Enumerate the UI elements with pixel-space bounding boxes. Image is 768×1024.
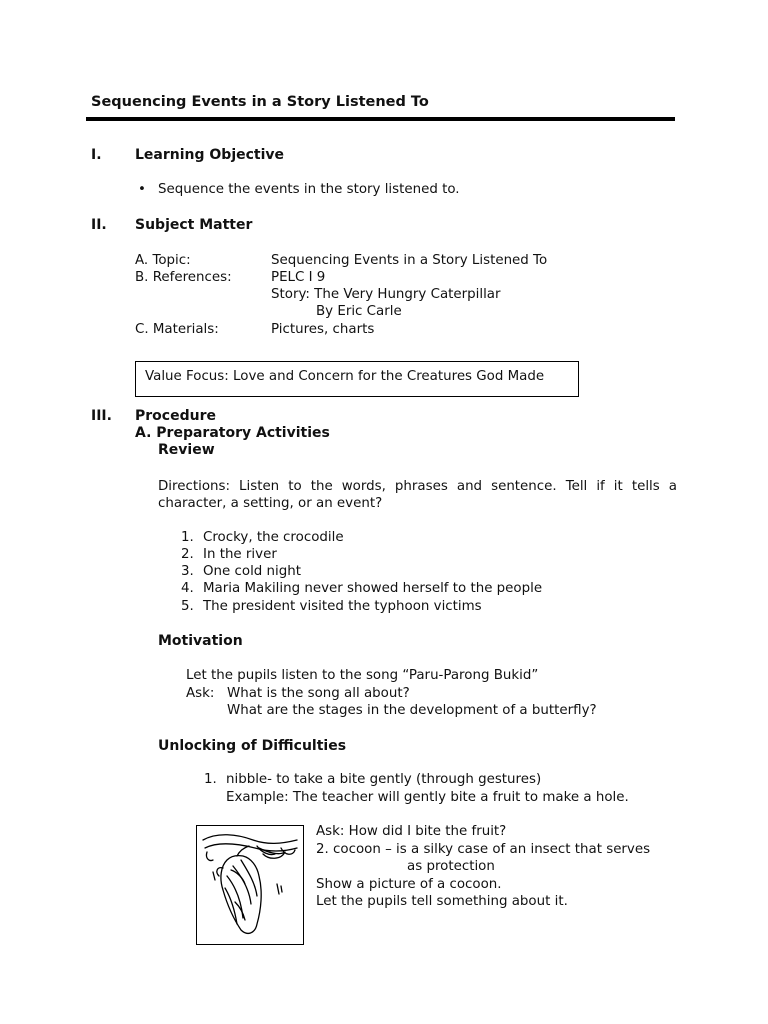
pupils-tell-text: Let the pupils tell something about it. <box>316 894 568 909</box>
topic-value: Sequencing Events in a Story Listened To <box>271 253 548 268</box>
show-picture-text: Show a picture of a cocoon. <box>316 877 502 892</box>
objective-text: Sequence the events in the story listened to. <box>158 182 460 197</box>
directions-text: Directions: Listen to the words, phrases and sentence. Tell if it tells a character, a setting, or an event? <box>158 479 677 511</box>
bullet-icon: • <box>138 182 146 197</box>
unlock-item-number: 1. <box>204 772 217 787</box>
references-line-1: PELC I 9 <box>271 270 326 285</box>
section-numeral-1: I. <box>91 147 102 163</box>
value-focus-box <box>135 361 579 397</box>
unlock-example: Example: The teacher will gently bite a fruit to make a hole. <box>226 790 629 805</box>
list-item: In the river <box>203 547 277 562</box>
list-item: The president visited the typhoon victims <box>203 599 482 614</box>
document-title: Sequencing Events in a Story Listened To <box>91 94 429 110</box>
cocoon-picture <box>196 825 304 945</box>
list-item-number: 3. <box>181 564 194 579</box>
ask-label: Ask: <box>186 686 215 701</box>
list-item-number: 4. <box>181 581 194 596</box>
value-focus-text: Value Focus: Love and Concern for the Creatures God Made <box>145 369 545 384</box>
list-item: Crocky, the crocodile <box>203 530 344 545</box>
topic-label: A. Topic: <box>135 253 191 268</box>
section-heading-subject-matter: Subject Matter <box>135 217 253 233</box>
title-rule <box>86 117 675 121</box>
ask-question-2: What are the stages in the development of a butterfly? <box>227 703 597 718</box>
references-line-3: By Eric Carle <box>316 304 402 319</box>
subheading-review: Review <box>158 442 215 458</box>
cocoon-definition-line-2: as protection <box>407 859 495 874</box>
section-heading-learning-objective: Learning Objective <box>135 147 285 163</box>
references-label: B. References: <box>135 270 232 285</box>
references-line-2: Story: The Very Hungry Caterpillar <box>271 287 501 302</box>
cocoon-definition-line-1: 2. cocoon – is a silky case of an insect that serves <box>316 842 651 857</box>
list-item: One cold night <box>203 564 301 579</box>
list-item-number: 5. <box>181 599 194 614</box>
section-heading-procedure: Procedure <box>135 408 216 424</box>
subheading-motivation: Motivation <box>158 633 243 649</box>
unlock-item-nibble: nibble- to take a bite gently (through gestures) <box>226 772 542 787</box>
subheading-unlocking-difficulties: Unlocking of Difficulties <box>158 738 347 754</box>
materials-value: Pictures, charts <box>271 322 375 337</box>
list-item-number: 1. <box>181 530 194 545</box>
section-numeral-3: III. <box>91 408 112 424</box>
list-item: Maria Makiling never showed herself to the people <box>203 581 543 596</box>
materials-label: C. Materials: <box>135 322 219 337</box>
ask-question-1: What is the song all about? <box>227 686 410 701</box>
cocoon-illustration <box>197 826 303 944</box>
motivation-text: Let the pupils listen to the song “Paru-Parong Bukid” <box>186 668 539 683</box>
list-item-number: 2. <box>181 547 194 562</box>
subheading-preparatory-activities: A. Preparatory Activities <box>135 425 330 441</box>
ask-bite-text: Ask: How did I bite the fruit? <box>316 824 507 839</box>
section-numeral-2: II. <box>91 217 107 233</box>
